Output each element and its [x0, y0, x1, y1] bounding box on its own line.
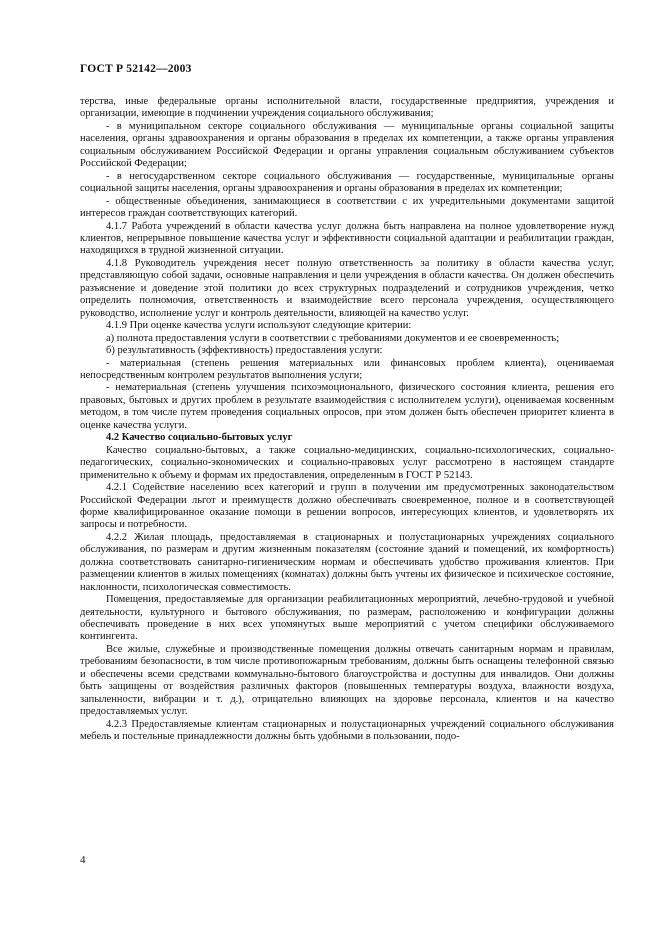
paragraph: - общественные объединения, занимающиеся в соответствии с их учредительными документами защитой интересов граждан соответствующих категорий.	[80, 195, 614, 220]
paragraph: 4.2.3 Предоставляемые клиентам стационарных и полустационарных учреждений социального обслуживания мебель и постельные принадлежности должны быть удобными в пользовании, подо-	[80, 718, 614, 743]
paragraph: б) результативность (эффективность) предоставления услуги:	[106, 345, 383, 357]
paragraph: 4.1.7 Работа учреждений в области качества услуг должна быть направлена на полное удовлетворение нужд клиентов, непрерывное повышение качества услуг и эффективности социальной адаптации и реабилитации граждан, находящихся в трудной жизненной ситуации.	[80, 220, 614, 257]
paragraph: 4.1.9 При оценке качества услуги используют следующие критерии:	[106, 320, 412, 332]
paragraph: а) полнота предоставления услуги в соответствии с требованиями документов и ее своевременность;	[106, 332, 560, 344]
section-heading: 4.2 Качество социально-бытовых услуг	[106, 432, 293, 444]
paragraph: 4.2.2 Жилая площадь, предоставляемая в стационарных и полустационарных учреждениях социального обслуживания, по размерам и другим жизненным показателям (состояние зданий и помещений, их комфортность) должна соответствовать санитарно-гигиеническим нормам и обеспечивать удобство проживания клиентов. При размещении клиентов в жилых помещениях (комнатах) должны быть учтены их физическое и психическое состояние, наклонности, психологическая совместимость.	[80, 531, 614, 593]
paragraph: Все жилые, служебные и производственные помещения должны отвечать санитарным нормам и правилам, требованиям безопасности, в том числе противопожарным требованиям, должны быть оснащены телефонной связью и обеспечены всеми средствами коммунально-бытового благоустройства и доступны для инвалидов. Они должны быть защищены от воздействия различных факторов (повышенных температуры воздуха, влажности воздуха, запыленности, вибрации и т. д.), отрицательно влияющих на здоровье персонала, клиентов и на качество предоставляемых услуг.	[80, 643, 614, 718]
document-header: ГОСТ Р 52142—2003	[80, 63, 192, 75]
document-body	[80, 96, 614, 744]
page-number: 4	[80, 854, 86, 866]
paragraph: - в муниципальном секторе социального обслуживания — муниципальные органы социальной защиты населения, органы здравоохранения и органы образования в пределах их компетенции, а также органы управления социальным обслуживанием Российской Федерации и органы управления социальным обслуживанием субъектов Российской Федерации;	[80, 120, 614, 170]
document-page	[80, 62, 614, 744]
paragraph: - в негосударственном секторе социального обслуживания — государственные, муниципальные органы социальной защиты населения, органы здравоохранения и органы образования в пределах их компетенции;	[80, 170, 614, 195]
paragraph: - нематериальная (степень улучшения психоэмоционального, физического состояния клиента, решения его правовых, бытовых и других проблем в результате взаимодействия с исполнителем услуги), оцениваемая косвенным методом, в том числе путем проведения социальных опросов, при этом должен быть обеспечен приоритет клиента в оценке качества услуги.	[80, 382, 614, 431]
paragraph: Качество социально-бытовых, а также социально-медицинских, социально-психологических, социально-педагогических, социально-экономических и социально-правовых услуг рассмотрено в настоящем стандарте применительно к объему и формам их предоставления, определенным в ГОСТ Р 52143.	[80, 444, 614, 481]
paragraph: - материальная (степень решения материальных или финансовых проблем клиента), оцениваемая непосредственным контролем результатов выполнения услуги;	[80, 357, 614, 381]
paragraph: 4.2.1 Содействие населению всех категорий и групп в получении им предусмотренных законодательством Российской Федерации льгот и преимуществ должно обеспечивать своевременное, полное и в соответствующей форме квалифицированное оказание помощи в решении вопросов, интересующих клиентов, и удовлетворять их запросы и потребности.	[80, 482, 614, 531]
paragraph: 4.1.8 Руководитель учреждения несет полную ответственность за политику в области качества услуг, представляющую собой задачи, основные направления и цели учреждения в области качества. Он должен обеспечить разъяснение и доведение этой политики до всех структурных подразделений и сотрудников учреждения, четко определить полномочия, ответственность и взаимодействие всего персонала учреждения, осуществляющего руководство, исполнение услуг и контроль деятельности, влияющей на качество услуг.	[80, 257, 614, 319]
paragraph: Помещения, предоставляемые для организации реабилитационных мероприятий, лечебно-трудовой и учебной деятельности, культурного и бытового обслуживания, по размерам, расположению и конфигурации должны обеспечивать проведение в них всех упомянутых выше мероприятий с учетом специфики обслуживаемого контингента.	[80, 594, 614, 643]
paragraph: терства, иные федеральные органы исполнительной власти, государственные предприятия, учреждения и организации, имеющие в подчинении учреждения социального обслуживания;	[80, 96, 614, 120]
